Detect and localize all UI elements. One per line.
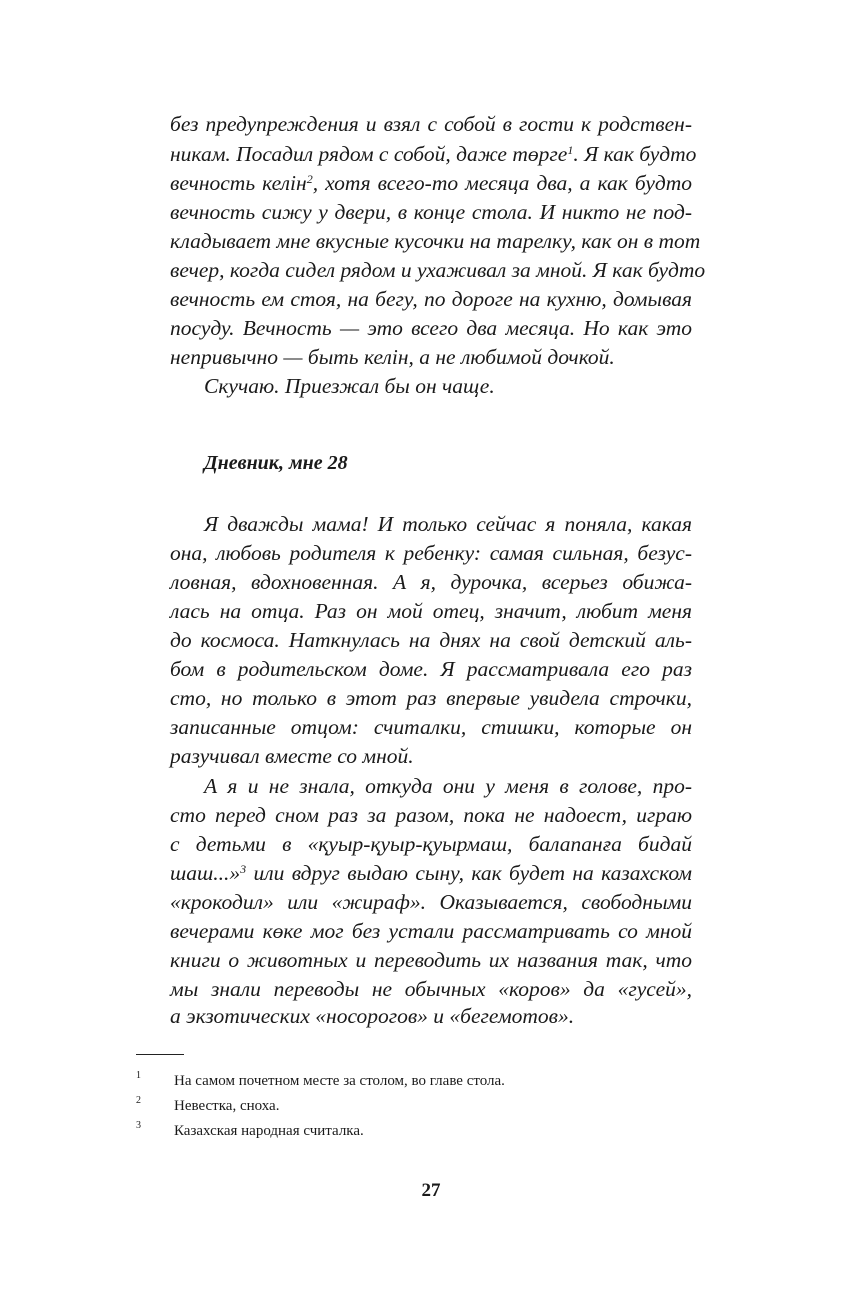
footnote-text: На самом почетном месте за столом, во главе стола. (174, 1073, 505, 1089)
text-line: «крокодил» или «жираф». Оказывается, свободными (170, 890, 692, 914)
text-span: вечность келін (170, 171, 307, 195)
text-line: сто перед сном раз за разом, пока не надоест, играю (170, 803, 692, 827)
text-line: бом в родительском доме. Я рассматривала его раз (170, 657, 692, 681)
text-line: сто, но только в этот раз впервые увидела строчки, (170, 686, 692, 710)
text-span: никам. Посадил рядом с собой, даже төрге (170, 142, 568, 166)
footnote-text: Казахская народная считалка. (174, 1123, 364, 1139)
text-line: непривычно — быть келін, а не любимой дочкой. (170, 345, 615, 369)
text-span: шаш...» (170, 861, 241, 885)
text-line: кладывает мне вкусные кусочки на тарелку, как он в тот (170, 229, 701, 253)
text-line: Скучаю. Приезжал бы он чаще. (204, 374, 495, 398)
text-line (170, 169, 692, 197)
footnote-number: 2 (136, 1095, 141, 1106)
text-line: вечерами көке мог без устали рассматривать со мной (170, 919, 692, 943)
text-line: разучивал вместе со мной. (170, 744, 414, 768)
footnote-ref[interactable]: 3 (240, 862, 247, 876)
text-line: вечность ем стоя, на бегу, по дороге на кухню, домывая (170, 287, 692, 311)
text-line: вечность сижу у двери, в конце стола. И никто не под- (170, 200, 692, 224)
text-line: А я и не знала, откуда они у меня в голове, про- (204, 774, 692, 798)
text-span: или вдруг выдаю сыну, как будет на казахском (246, 861, 692, 885)
text-line: а экзотических «носорогов» и «бегемотов». (170, 1004, 575, 1028)
text-span: , хотя всего-то месяца два, а как будто (312, 171, 692, 195)
section-heading: Дневник, мне 28 (204, 452, 348, 474)
text-line: она, любовь родителя к ребенку: самая сильная, безус- (170, 541, 692, 565)
text-line: вечер, когда сидел рядом и ухаживал за мной. Я как будто (170, 258, 706, 282)
footnote-number: 3 (136, 1120, 141, 1131)
text-line: с детьми в «қуыр-қуыр-қуырмаш, балапанға бидай (170, 832, 692, 856)
text-span: . Я как будто (573, 142, 697, 166)
footnote-divider (136, 1054, 184, 1055)
text-line (170, 140, 697, 168)
footnote-text: Невестка, сноха. (174, 1098, 280, 1114)
footnote-ref[interactable]: 2 (306, 172, 313, 186)
page-number: 27 (421, 1180, 441, 1201)
text-line: без предупреждения и взял с собой в гости к родствен- (170, 112, 692, 136)
text-line: мы знали переводы не обычных «коров» да «гусей», (170, 977, 692, 1001)
text-line: записанные отцом: считалки, стишки, которые он (170, 715, 692, 739)
text-line: книги о животных и переводить их названия так, что (170, 948, 692, 972)
text-line: посуду. Вечность — это всего два месяца. Но как это (170, 316, 692, 340)
text-line (170, 859, 692, 887)
text-line: Я дважды мама! И только сейчас я поняла, какая (204, 512, 692, 536)
footnote-number: 1 (136, 1070, 141, 1081)
footnote-ref[interactable]: 1 (567, 143, 574, 157)
text-line: лась на отца. Раз он мой отец, значит, любит меня (170, 599, 692, 623)
text-line: до космоса. Наткнулась на днях на свой детский аль- (170, 628, 692, 652)
text-line: ловная, вдохновенная. А я, дурочка, всерьез обижа- (170, 570, 692, 594)
